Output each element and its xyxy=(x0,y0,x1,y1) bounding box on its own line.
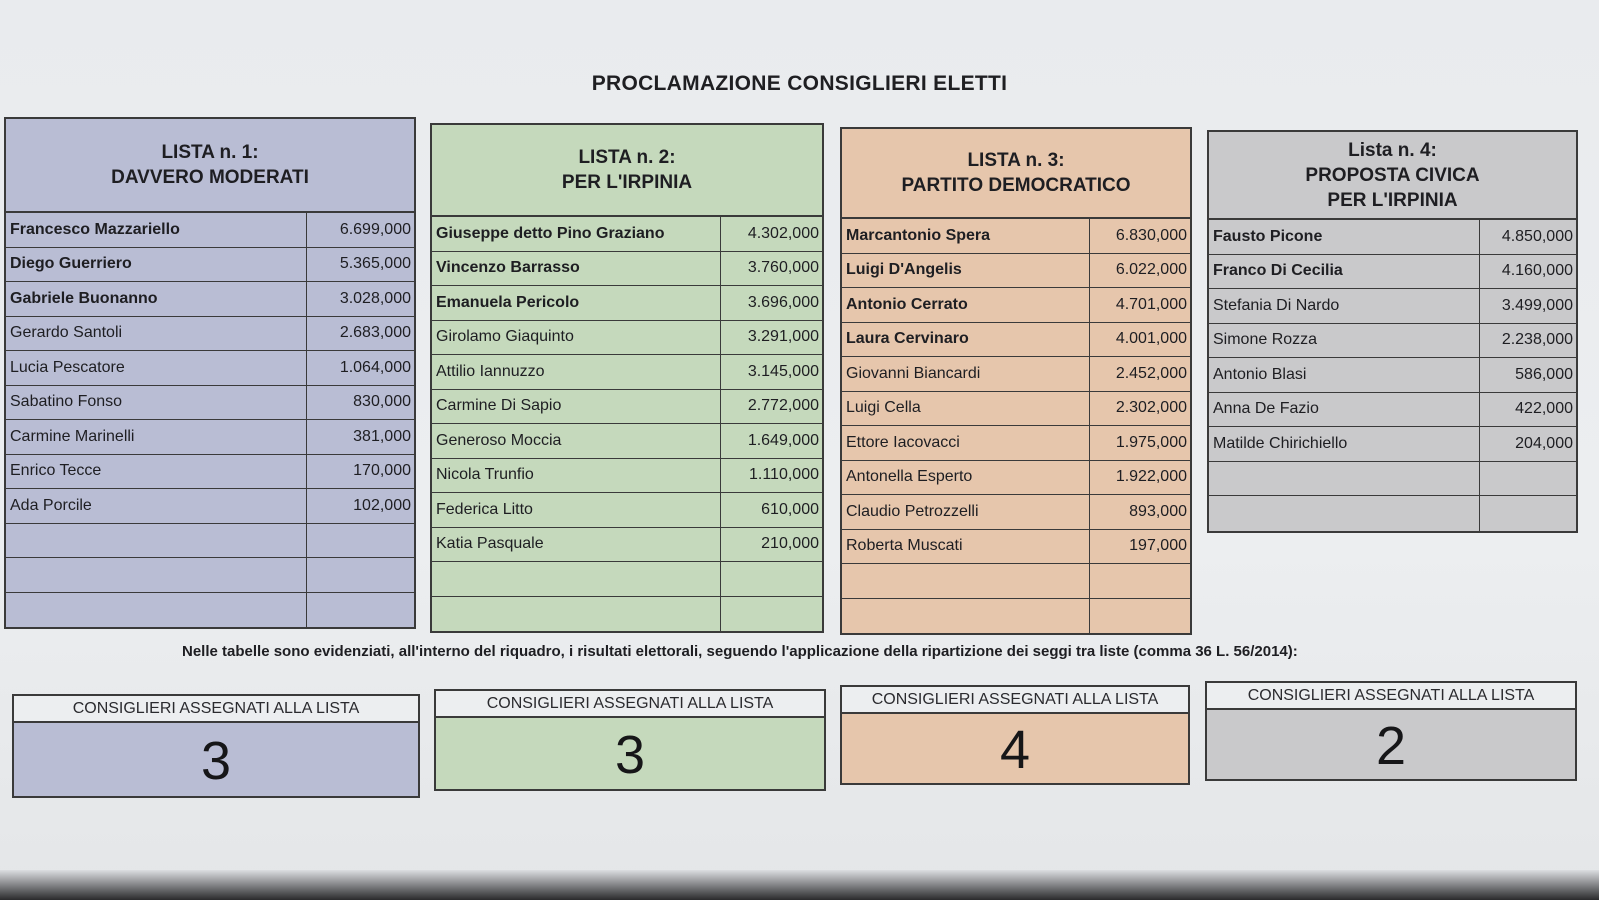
candidate-rows-4 xyxy=(1209,220,1576,531)
candidate-votes xyxy=(1480,496,1576,531)
candidate-votes: 197,000 xyxy=(1129,537,1187,555)
candidate-row xyxy=(1209,255,1576,290)
assigned-count-3: 4 xyxy=(999,719,1031,780)
candidate-row xyxy=(1209,462,1576,497)
candidate-row xyxy=(432,252,822,287)
candidate-row xyxy=(6,317,414,352)
candidate-votes: 2.238,000 xyxy=(1501,331,1573,349)
candidate-name: Carmine Marinelli xyxy=(6,420,307,454)
list-table-3 xyxy=(840,127,1192,635)
candidate-votes xyxy=(721,562,822,596)
candidate-votes: 2.683,000 xyxy=(339,324,411,342)
assigned-count-1: 3 xyxy=(200,730,232,791)
assigned-box-2 xyxy=(434,689,826,791)
list-table-2 xyxy=(430,123,824,633)
candidate-name: Anna De Fazio xyxy=(1209,393,1480,427)
candidate-name: Generoso Moccia xyxy=(432,424,721,458)
list-header-line2: PARTITO DEMOCRATICO xyxy=(901,175,1131,196)
candidate-votes: 1.975,000 xyxy=(1115,433,1187,451)
candidate-name: Stefania Di Nardo xyxy=(1209,289,1480,323)
candidate-name: Ada Porcile xyxy=(6,489,307,523)
candidate-name: Federica Litto xyxy=(432,493,721,527)
candidate-row xyxy=(842,599,1190,634)
candidate-votes: 893,000 xyxy=(1129,502,1187,520)
list-header-4 xyxy=(1209,132,1576,220)
assigned-label: CONSIGLIERI ASSEGNATI ALLA LISTA xyxy=(14,696,418,723)
candidate-name: Francesco Mazzariello xyxy=(6,213,307,247)
candidate-name: Enrico Tecce xyxy=(6,455,307,489)
candidate-votes: 1.110,000 xyxy=(749,466,819,484)
candidate-name xyxy=(432,562,721,596)
candidate-votes: 1.649,000 xyxy=(747,431,819,449)
list-header-line1: LISTA n. 1: xyxy=(161,142,259,163)
candidate-name: Lucia Pescatore xyxy=(6,351,307,385)
list-header-2 xyxy=(432,125,822,217)
candidate-row xyxy=(1209,496,1576,531)
list-header-line1: LISTA n. 3: xyxy=(967,150,1065,171)
list-header-line1: Lista n. 4: xyxy=(1348,139,1437,161)
assigned-label: CONSIGLIERI ASSEGNATI ALLA LISTA xyxy=(1207,683,1575,710)
candidate-name xyxy=(842,564,1090,598)
candidate-votes: 210,000 xyxy=(761,535,819,553)
candidate-row xyxy=(432,286,822,321)
candidate-votes: 4.302,000 xyxy=(747,224,819,242)
candidate-name: Emanuela Pericolo xyxy=(432,286,721,320)
candidate-votes xyxy=(1090,564,1190,598)
candidate-name: Giovanni Biancardi xyxy=(842,357,1090,391)
footnote: Nelle tabelle sono evidenziati, all'interno del riquadro, i risultati elettorali, seguendo l'applicazione della ripartizione dei seggi tra liste (comma 36 L. 56/2014): xyxy=(182,643,1298,660)
candidate-row xyxy=(6,455,414,490)
candidate-votes: 3.028,000 xyxy=(339,289,411,307)
candidate-row xyxy=(842,495,1190,530)
candidate-name: Nicola Trunfio xyxy=(432,459,721,493)
candidate-votes: 4.701,000 xyxy=(1115,295,1187,313)
candidate-name xyxy=(6,524,307,558)
candidate-votes: 3.291,000 xyxy=(747,328,819,346)
candidate-votes: 170,000 xyxy=(353,462,411,480)
candidate-votes: 3.760,000 xyxy=(747,259,819,277)
candidate-votes: 1.922,000 xyxy=(1115,468,1187,486)
candidate-name xyxy=(842,599,1090,634)
candidate-name: Luigi Cella xyxy=(842,392,1090,426)
candidate-votes: 610,000 xyxy=(761,500,819,518)
assigned-count-4: 2 xyxy=(1375,715,1407,776)
candidate-row xyxy=(842,426,1190,461)
candidate-name: Antonella Esperto xyxy=(842,461,1090,495)
desk-shadow xyxy=(0,870,1599,900)
candidate-name: Katia Pasquale xyxy=(432,528,721,562)
candidate-row xyxy=(842,254,1190,289)
candidate-name: Matilde Chirichiello xyxy=(1209,427,1480,461)
candidate-row xyxy=(432,321,822,356)
candidate-votes: 830,000 xyxy=(353,393,411,411)
candidate-row xyxy=(1209,324,1576,359)
candidate-row xyxy=(6,213,414,248)
candidate-name: Gerardo Santoli xyxy=(6,317,307,351)
candidate-rows-3 xyxy=(842,219,1190,633)
candidate-votes: 3.696,000 xyxy=(747,293,819,311)
list-header-line2: PER L'IRPINIA xyxy=(561,172,693,193)
assigned-box-3 xyxy=(840,685,1190,785)
candidate-row xyxy=(842,392,1190,427)
candidate-row xyxy=(432,424,822,459)
assigned-box-1 xyxy=(12,694,420,798)
candidate-votes: 2.452,000 xyxy=(1115,364,1187,382)
candidate-row xyxy=(432,355,822,390)
candidate-row xyxy=(842,323,1190,358)
candidate-name: Claudio Petrozzelli xyxy=(842,495,1090,529)
candidate-row xyxy=(6,282,414,317)
candidate-row xyxy=(1209,220,1576,255)
list-header-3 xyxy=(842,129,1190,219)
candidate-row xyxy=(432,597,822,632)
list-header-line2: PROPOSTA CIVICA xyxy=(1305,164,1480,186)
candidate-row xyxy=(432,217,822,252)
candidate-votes: 2.302,000 xyxy=(1115,399,1187,417)
candidate-row xyxy=(842,357,1190,392)
list-table-4 xyxy=(1207,130,1578,533)
candidate-votes: 422,000 xyxy=(1515,400,1573,418)
candidate-row xyxy=(1209,393,1576,428)
candidate-name: Ettore Iacovacci xyxy=(842,426,1090,460)
list-table-1 xyxy=(4,117,416,629)
candidate-name: Giuseppe detto Pino Graziano xyxy=(432,217,721,251)
candidate-name: Simone Rozza xyxy=(1209,324,1480,358)
candidate-name: Diego Guerriero xyxy=(6,248,307,282)
candidate-votes: 586,000 xyxy=(1515,365,1573,383)
candidate-name xyxy=(1209,496,1480,531)
candidate-row xyxy=(1209,289,1576,324)
candidate-row xyxy=(842,461,1190,496)
candidate-name xyxy=(1209,462,1480,496)
candidate-row xyxy=(842,288,1190,323)
candidate-votes: 381,000 xyxy=(353,427,411,445)
candidate-name xyxy=(6,593,307,628)
assigned-label: CONSIGLIERI ASSEGNATI ALLA LISTA xyxy=(436,691,824,718)
candidate-row xyxy=(6,593,414,628)
candidate-row xyxy=(6,351,414,386)
candidate-votes: 1.064,000 xyxy=(339,358,411,376)
candidate-name: Luigi D'Angelis xyxy=(842,254,1090,288)
candidate-votes: 5.365,000 xyxy=(339,255,411,273)
candidate-votes: 6.830,000 xyxy=(1115,226,1187,244)
candidate-name: Carmine Di Sapio xyxy=(432,390,721,424)
list-header-line1: LISTA n. 2: xyxy=(578,147,676,168)
candidate-name: Antonio Cerrato xyxy=(842,288,1090,322)
candidate-name: Antonio Blasi xyxy=(1209,358,1480,392)
candidate-votes: 3.499,000 xyxy=(1501,296,1573,314)
candidate-votes: 4.850,000 xyxy=(1501,227,1573,245)
candidate-row xyxy=(6,386,414,421)
candidate-name: Attilio Iannuzzo xyxy=(432,355,721,389)
candidate-votes: 102,000 xyxy=(353,496,411,514)
list-header-line2: DAVVERO MODERATI xyxy=(111,167,309,188)
candidate-votes xyxy=(307,524,414,558)
candidate-rows-2 xyxy=(432,217,822,631)
candidate-votes xyxy=(307,558,414,592)
candidate-name: Franco Di Cecilia xyxy=(1209,255,1480,289)
candidate-votes: 2.772,000 xyxy=(747,397,819,415)
candidate-row xyxy=(842,219,1190,254)
candidate-row xyxy=(432,562,822,597)
candidate-name: Roberta Muscati xyxy=(842,530,1090,564)
list-header-line3: PER L'IRPINIA xyxy=(1327,189,1458,211)
candidate-row xyxy=(6,489,414,524)
candidate-rows-1 xyxy=(6,213,414,627)
candidate-row xyxy=(6,558,414,593)
candidate-row xyxy=(1209,358,1576,393)
candidate-votes: 204,000 xyxy=(1515,434,1573,452)
candidate-name: Marcantonio Spera xyxy=(842,219,1090,253)
candidate-name: Sabatino Fonso xyxy=(6,386,307,420)
list-header-1 xyxy=(6,119,414,213)
page-title: PROCLAMAZIONE CONSIGLIERI ELETTI xyxy=(591,72,1008,95)
candidate-name: Laura Cervinaro xyxy=(842,323,1090,357)
candidate-row xyxy=(432,493,822,528)
candidate-row xyxy=(6,524,414,559)
candidate-name xyxy=(432,597,721,632)
candidate-name xyxy=(6,558,307,592)
candidate-row xyxy=(842,530,1190,565)
candidate-votes: 4.160,000 xyxy=(1501,262,1573,280)
assigned-count-2: 3 xyxy=(614,724,646,785)
candidate-row xyxy=(1209,427,1576,462)
assigned-label: CONSIGLIERI ASSEGNATI ALLA LISTA xyxy=(842,687,1188,714)
candidate-votes: 4.001,000 xyxy=(1115,330,1187,348)
candidate-row xyxy=(432,528,822,563)
candidate-votes xyxy=(1480,462,1576,496)
candidate-row xyxy=(6,248,414,283)
candidate-votes: 3.145,000 xyxy=(747,362,819,380)
candidate-votes: 6.699,000 xyxy=(339,220,411,238)
candidate-votes xyxy=(307,593,414,628)
candidate-row xyxy=(432,459,822,494)
candidate-votes xyxy=(1090,599,1190,634)
candidate-row xyxy=(432,390,822,425)
candidate-row xyxy=(842,564,1190,599)
candidate-votes xyxy=(721,597,822,632)
candidate-name: Fausto Picone xyxy=(1209,220,1480,254)
candidate-row xyxy=(6,420,414,455)
candidate-votes: 6.022,000 xyxy=(1115,261,1187,279)
candidate-name: Gabriele Buonanno xyxy=(6,282,307,316)
candidate-name: Vincenzo Barrasso xyxy=(432,252,721,286)
assigned-box-4 xyxy=(1205,681,1577,781)
candidate-name: Girolamo Giaquinto xyxy=(432,321,721,355)
